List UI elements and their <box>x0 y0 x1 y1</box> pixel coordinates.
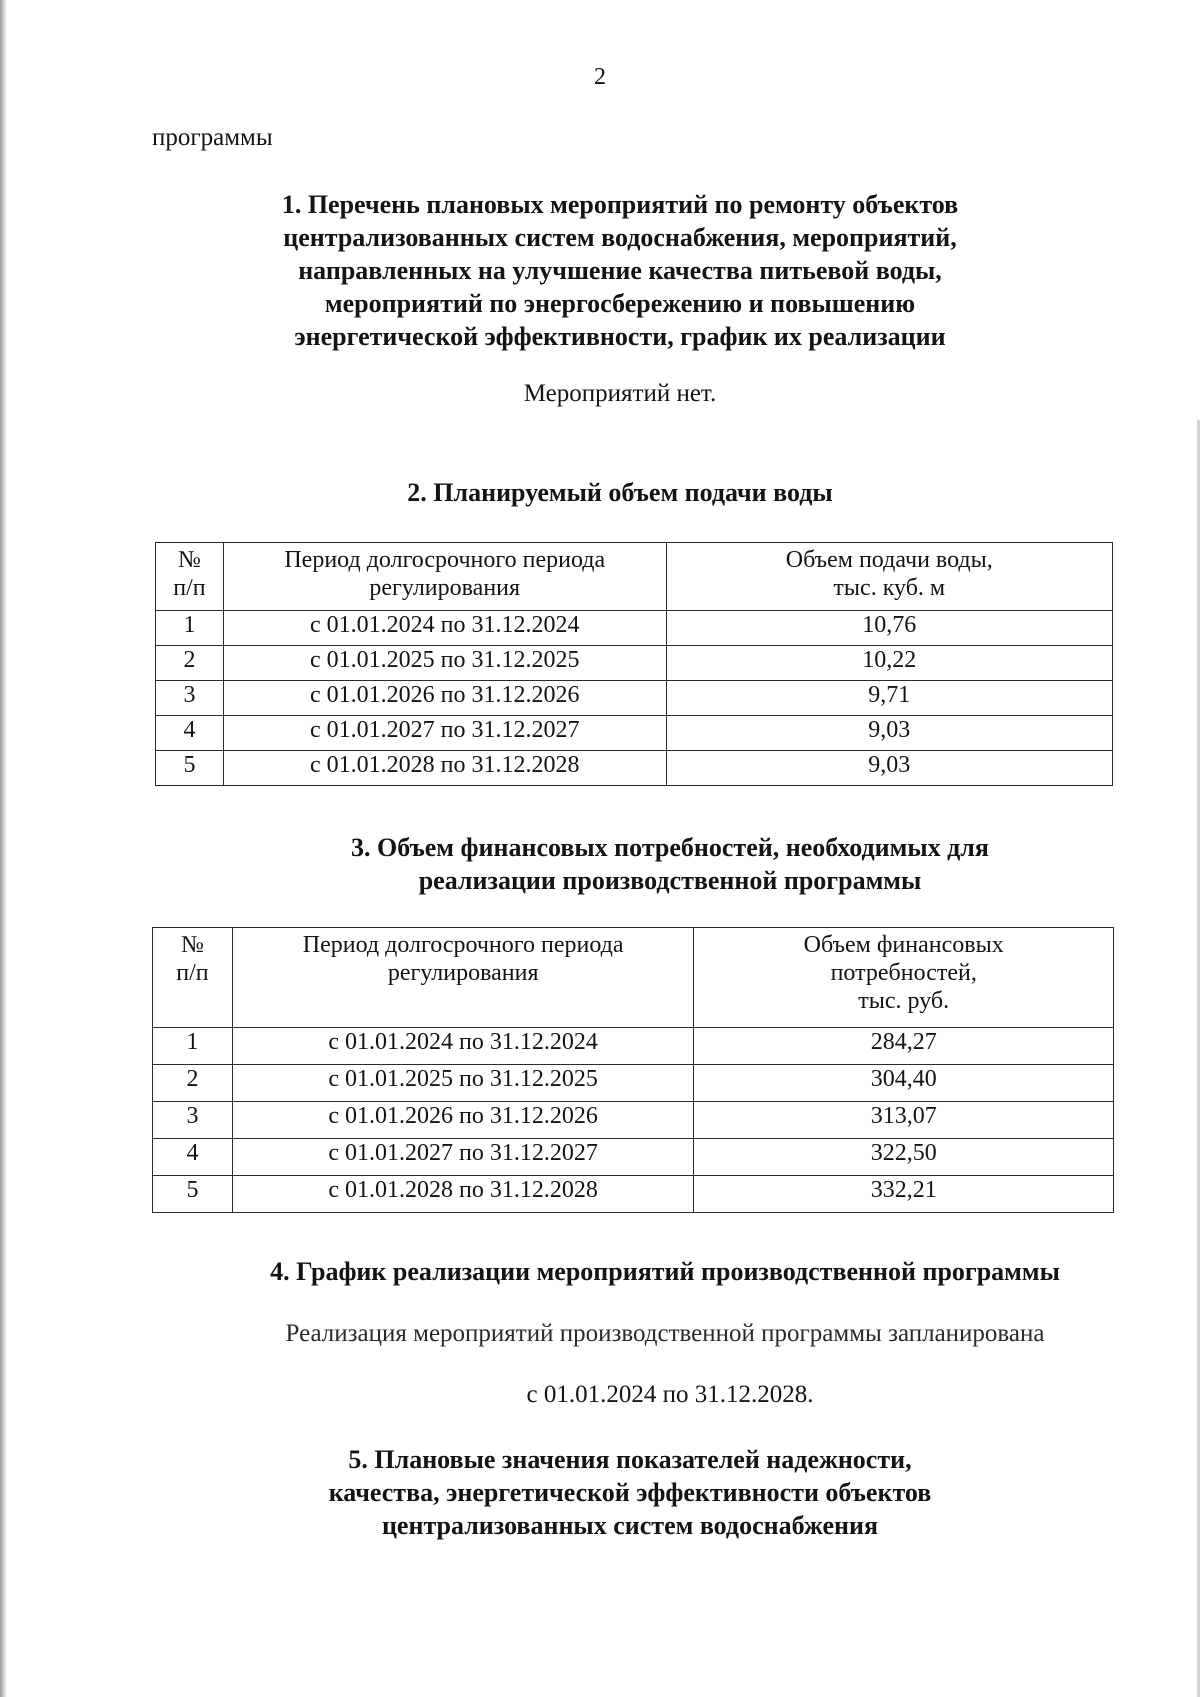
cell-period: с 01.01.2027 по 31.12.2027 <box>223 716 666 751</box>
heading-line: централизованных систем водоснабжения, мероприятий, <box>283 223 957 252</box>
header-text: Объем финансовых <box>803 932 1004 958</box>
table-row <box>153 1065 1114 1102</box>
cell-num: 4 <box>156 716 224 751</box>
cell-num: 2 <box>156 646 224 681</box>
header-period <box>232 928 694 1028</box>
water-supply-table <box>155 542 1113 786</box>
cell-num: 3 <box>156 681 224 716</box>
table-row <box>153 1028 1114 1065</box>
table-row <box>153 1102 1114 1139</box>
cell-value: 304,40 <box>694 1065 1114 1102</box>
cell-period: с 01.01.2026 по 31.12.2026 <box>223 681 666 716</box>
cell-value: 313,07 <box>694 1102 1114 1139</box>
cell-num: 1 <box>153 1028 233 1065</box>
section-4-body-line-1: Реализация мероприятий производственной программы запланирована <box>285 1320 1045 1347</box>
heading-line: мероприятий по энергосбережению и повышению <box>324 289 916 318</box>
heading-line: централизованных систем водоснабжения <box>381 1511 879 1540</box>
section-4-body-line-2: с 01.01.2024 по 31.12.2028. <box>526 1381 814 1408</box>
cell-period: с 01.01.2024 по 31.12.2024 <box>223 611 666 646</box>
cell-num: 5 <box>153 1176 233 1213</box>
financial-needs-table <box>152 927 1114 1213</box>
header-period <box>223 543 666 611</box>
cell-num: 3 <box>153 1102 233 1139</box>
cell-period: с 01.01.2028 по 31.12.2028 <box>232 1176 694 1213</box>
section-1-body: Мероприятий нет. <box>523 380 717 407</box>
cell-value: 10,76 <box>666 611 1112 646</box>
cell-period: с 01.01.2025 по 31.12.2025 <box>232 1065 694 1102</box>
table-row <box>156 751 1113 786</box>
header-value <box>666 543 1112 611</box>
cell-value: 9,03 <box>666 716 1112 751</box>
cell-period: с 01.01.2025 по 31.12.2025 <box>223 646 666 681</box>
section-3-heading <box>280 831 1060 897</box>
header-num <box>153 928 233 1028</box>
cell-period: с 01.01.2028 по 31.12.2028 <box>223 751 666 786</box>
header-text: п/п <box>176 960 209 986</box>
heading-line: направленных на улучшение качества питьевой воды, <box>298 256 942 285</box>
header-text: регулирования <box>369 575 521 601</box>
table-row <box>156 646 1113 681</box>
cell-value: 332,21 <box>694 1176 1114 1213</box>
heading-line: 1. Перечень плановых мероприятий по ремонту объектов <box>281 190 959 219</box>
header-text: № <box>181 932 204 958</box>
heading-line: энергетической эффективности, график их реализации <box>294 322 946 351</box>
heading-line: реализации производственной программы <box>418 866 922 895</box>
header-text: тыс. руб. <box>858 988 950 1014</box>
header-text: регулирования <box>387 960 539 986</box>
cell-period: с 01.01.2024 по 31.12.2024 <box>232 1028 694 1065</box>
table-row <box>156 681 1113 716</box>
header-text: Объем подачи воды, <box>785 547 993 573</box>
cell-period: с 01.01.2026 по 31.12.2026 <box>232 1102 694 1139</box>
header-text: тыс. куб. м <box>833 575 946 601</box>
table-row <box>153 1176 1114 1213</box>
cell-num: 1 <box>156 611 224 646</box>
cell-num: 5 <box>156 751 224 786</box>
header-value <box>694 928 1114 1028</box>
cell-value: 284,27 <box>694 1028 1114 1065</box>
header-text: Период долгосрочного периода <box>284 547 606 573</box>
header-text: п/п <box>173 575 206 601</box>
cell-value: 10,22 <box>666 646 1112 681</box>
heading-line: 5. Плановые значения показателей надежности, <box>348 1445 912 1474</box>
cell-value: 322,50 <box>694 1139 1114 1176</box>
section-4-heading: 4. График реализации мероприятий производственной программы <box>270 1257 1060 1286</box>
table-row <box>153 1139 1114 1176</box>
cell-num: 4 <box>153 1139 233 1176</box>
section-5-heading <box>260 1443 1000 1542</box>
table-header-row <box>153 928 1114 1028</box>
cell-num: 2 <box>153 1065 233 1102</box>
header-text: № <box>178 547 201 573</box>
table-row <box>156 716 1113 751</box>
table-row <box>156 611 1113 646</box>
header-text: потребностей, <box>830 960 977 986</box>
cell-value: 9,03 <box>666 751 1112 786</box>
section-2-heading: 2. Планируемый объем подачи воды <box>407 478 833 507</box>
heading-line: качества, энергетической эффективности объектов <box>328 1478 932 1507</box>
cell-period: с 01.01.2027 по 31.12.2027 <box>232 1139 694 1176</box>
heading-line: 3. Объем финансовых потребностей, необходимых для <box>351 833 989 862</box>
continuation-text: программы <box>152 124 273 151</box>
section-1-heading <box>215 188 1025 353</box>
cell-value: 9,71 <box>666 681 1112 716</box>
table-header-row <box>156 543 1113 611</box>
scan-page-edge <box>0 0 7 1697</box>
header-text: Период долгосрочного периода <box>302 932 624 958</box>
page-number: 2 <box>594 64 606 90</box>
header-num <box>156 543 224 611</box>
